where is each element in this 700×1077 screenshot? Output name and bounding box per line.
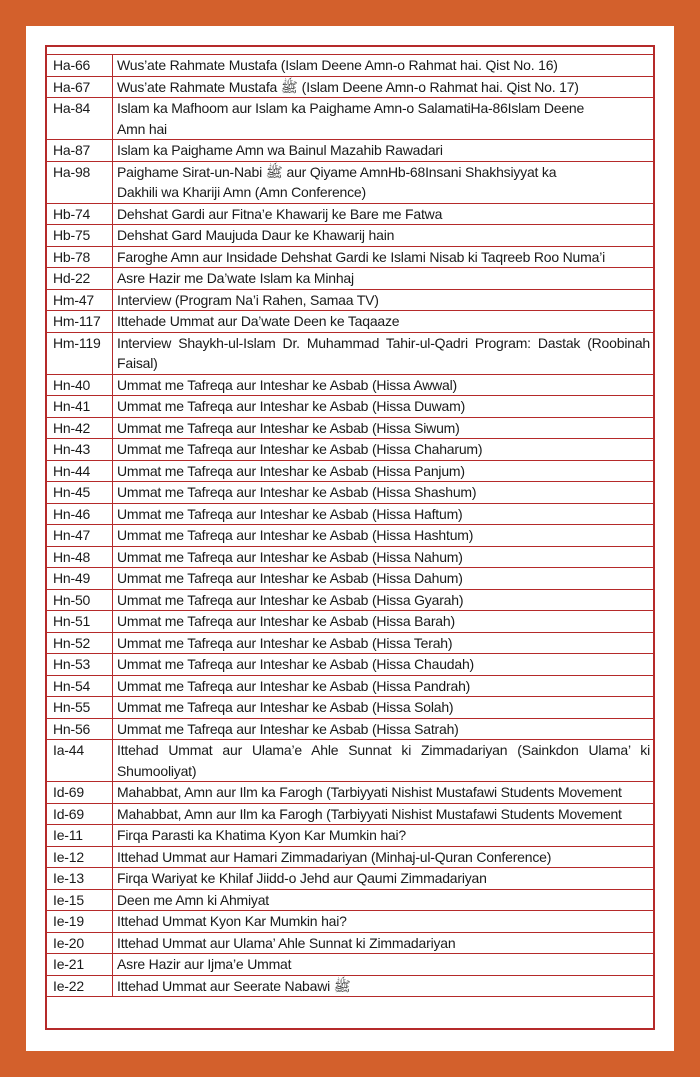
lecture-code: Ha-84 <box>46 98 113 119</box>
lecture-title: Paighame Sirat-un-Nabi ﷺ aur Qiyame AmnHb-68Insani Shakhsiyyat ka <box>113 161 655 182</box>
table-row <box>46 868 655 890</box>
lecture-code: Id-69 <box>46 803 113 825</box>
table-row <box>46 568 655 590</box>
lecture-title: Islam ka Mafhoom aur Islam ka Paighame Amn-o SalamatiHa-86Islam Deene <box>113 98 655 119</box>
lecture-title: Ummat me Tafreqa aur Inteshar ke Asbab (Hissa Barah) <box>113 611 655 633</box>
lecture-code: Hn-53 <box>46 654 113 676</box>
table-row <box>46 76 655 98</box>
table-row <box>46 140 655 162</box>
lecture-code: Ie-19 <box>46 911 113 933</box>
table-row <box>46 460 655 482</box>
lecture-code: Hn-44 <box>46 460 113 482</box>
lecture-code: Hm-47 <box>46 289 113 311</box>
table-row <box>46 289 655 311</box>
lecture-code: Hn-41 <box>46 396 113 418</box>
lecture-code: Ha-98 <box>46 161 113 182</box>
lecture-title: Ummat me Tafreqa aur Inteshar ke Asbab (Hissa Chaudah) <box>113 654 655 676</box>
lecture-title: Interview (Program Na’i Rahen, Samaa TV) <box>113 289 655 311</box>
lecture-title: Interview Shaykh-ul-Islam Dr. Muhammad Tahir-ul-Qadri Program: Dastak (Roobinah Faisal) <box>113 332 655 374</box>
lecture-code: Hn-43 <box>46 439 113 461</box>
table-row <box>46 846 655 868</box>
lecture-code: Ha-66 <box>46 55 113 77</box>
lecture-title: Dehshat Gard Maujuda Daur ke Khawarij hain <box>113 225 655 247</box>
table-row <box>46 374 655 396</box>
table-row <box>46 161 655 182</box>
catalog-body <box>46 55 655 997</box>
lecture-title: Wus’ate Rahmate Mustafa ﷺ (Islam Deene Amn-o Rahmat hai. Qist No. 17) <box>113 76 655 98</box>
lecture-code: Hn-49 <box>46 568 113 590</box>
lecture-title: Dehshat Gardi aur Fitna’e Khawarij ke Bare me Fatwa <box>113 203 655 225</box>
lecture-code: Hn-47 <box>46 525 113 547</box>
table-row <box>46 396 655 418</box>
lecture-title: Ummat me Tafreqa aur Inteshar ke Asbab (Hissa Shashum) <box>113 482 655 504</box>
lecture-code: Ie-20 <box>46 932 113 954</box>
lecture-code: Hn-56 <box>46 718 113 740</box>
table-row <box>46 825 655 847</box>
table-row <box>46 482 655 504</box>
table-row <box>46 654 655 676</box>
lecture-code: Hb-78 <box>46 246 113 268</box>
table-row <box>46 546 655 568</box>
lecture-code: Hn-51 <box>46 611 113 633</box>
lecture-title: Ittehad Ummat aur Ulama’e Ahle Sunnat ki Zimmadariyan (Sainkdon Ulama’ ki Shumooliyat) <box>113 740 655 782</box>
lecture-title: Ittehad Ummat aur Hamari Zimmadariyan (Minhaj-ul-Quran Conference) <box>113 846 655 868</box>
lecture-title: Ittehad Ummat aur Ulama’ Ahle Sunnat ki Zimmadariyan <box>113 932 655 954</box>
lecture-code: Hd-22 <box>46 268 113 290</box>
lecture-code: Ia-44 <box>46 740 113 782</box>
lecture-title: Ummat me Tafreqa aur Inteshar ke Asbab (Hissa Nahum) <box>113 546 655 568</box>
empty-code-cell <box>46 182 113 203</box>
lecture-code: Ie-13 <box>46 868 113 890</box>
lecture-title: Mahabbat, Amn aur Ilm ka Farogh (Tarbiyyati Nishist Mustafawi Students Movement <box>113 803 655 825</box>
table-row <box>46 439 655 461</box>
lecture-title: Faroghe Amn aur Insidade Dehshat Gardi ke Islami Nisab ki Taqreeb Roo Numa’i <box>113 246 655 268</box>
lecture-title: Mahabbat, Amn aur Ilm ka Farogh (Tarbiyyati Nishist Mustafawi Students Movement <box>113 782 655 804</box>
table-row <box>46 611 655 633</box>
lecture-code: Id-69 <box>46 782 113 804</box>
lecture-title: Ittehad Ummat aur Seerate Nabawi ﷺ <box>113 975 655 997</box>
table-row-continuation <box>46 119 655 140</box>
lecture-code: Hn-40 <box>46 374 113 396</box>
lecture-code: Hn-42 <box>46 417 113 439</box>
lecture-title: Islam ka Paighame Amn wa Bainul Mazahib Rawadari <box>113 140 655 162</box>
table-row <box>46 675 655 697</box>
table-row <box>46 525 655 547</box>
table-row <box>46 932 655 954</box>
lecture-title: Asre Hazir me Da’wate Islam ka Minhaj <box>113 268 655 290</box>
table-row <box>46 55 655 77</box>
table-row <box>46 98 655 119</box>
table-row <box>46 311 655 333</box>
lecture-title: Ummat me Tafreqa aur Inteshar ke Asbab (Hissa Solah) <box>113 697 655 719</box>
lecture-title: Firqa Parasti ka Khatima Kyon Kar Mumkin hai? <box>113 825 655 847</box>
table-row <box>46 718 655 740</box>
lecture-code: Hb-74 <box>46 203 113 225</box>
lecture-code: Ha-67 <box>46 76 113 98</box>
table-row-continuation <box>46 182 655 203</box>
lecture-code: Hn-50 <box>46 589 113 611</box>
lecture-title: Ummat me Tafreqa aur Inteshar ke Asbab (Hissa Awwal) <box>113 374 655 396</box>
table-row <box>46 203 655 225</box>
lecture-title: Ummat me Tafreqa aur Inteshar ke Asbab (Hissa Panjum) <box>113 460 655 482</box>
lecture-code: Ie-21 <box>46 954 113 976</box>
lecture-code: Ha-87 <box>46 140 113 162</box>
table-row <box>46 332 655 374</box>
lecture-code: Hn-54 <box>46 675 113 697</box>
lecture-code: Hn-45 <box>46 482 113 504</box>
table-row <box>46 740 655 782</box>
table-row <box>46 503 655 525</box>
lecture-code: Hb-75 <box>46 225 113 247</box>
table-row <box>46 268 655 290</box>
table-row <box>46 889 655 911</box>
lecture-title: Deen me Amn ki Ahmiyat <box>113 889 655 911</box>
lecture-title: Ittehade Ummat aur Da’wate Deen ke Taqaaze <box>113 311 655 333</box>
lecture-code: Ie-22 <box>46 975 113 997</box>
table-row <box>46 954 655 976</box>
lecture-title: Firqa Wariyat ke Khilaf Jiidd-o Jehd aur Qaumi Zimmadariyan <box>113 868 655 890</box>
table-row <box>46 225 655 247</box>
lecture-code: Hn-55 <box>46 697 113 719</box>
lecture-code: Ie-15 <box>46 889 113 911</box>
lecture-title: Ummat me Tafreqa aur Inteshar ke Asbab (Hissa Siwum) <box>113 417 655 439</box>
lecture-title: Ummat me Tafreqa aur Inteshar ke Asbab (Hissa Chaharum) <box>113 439 655 461</box>
table-row <box>46 417 655 439</box>
lecture-code: Hn-46 <box>46 503 113 525</box>
lecture-title: Ummat me Tafreqa aur Inteshar ke Asbab (Hissa Terah) <box>113 632 655 654</box>
table-row <box>46 911 655 933</box>
lecture-title-continuation: Dakhili wa Khariji Amn (Amn Conference) <box>113 182 655 203</box>
lecture-title: Ummat me Tafreqa aur Inteshar ke Asbab (Hissa Haftum) <box>113 503 655 525</box>
lecture-code: Ie-11 <box>46 825 113 847</box>
lecture-title: Ummat me Tafreqa aur Inteshar ke Asbab (Hissa Dahum) <box>113 568 655 590</box>
empty-code-cell <box>46 119 113 140</box>
lecture-code: Ie-12 <box>46 846 113 868</box>
lecture-title: Ummat me Tafreqa aur Inteshar ke Asbab (Hissa Duwam) <box>113 396 655 418</box>
lecture-title: Ummat me Tafreqa aur Inteshar ke Asbab (Hissa Satrah) <box>113 718 655 740</box>
lecture-code: Hn-52 <box>46 632 113 654</box>
lecture-title: Asre Hazir aur Ijma’e Ummat <box>113 954 655 976</box>
lecture-title: Wus’ate Rahmate Mustafa (Islam Deene Amn-o Rahmat hai. Qist No. 16) <box>113 55 655 77</box>
table-row <box>46 803 655 825</box>
lecture-code: Hm-117 <box>46 311 113 333</box>
lecture-title: Ummat me Tafreqa aur Inteshar ke Asbab (Hissa Hashtum) <box>113 525 655 547</box>
table-row <box>46 975 655 997</box>
catalog-table <box>45 54 655 997</box>
lecture-title: Ummat me Tafreqa aur Inteshar ke Asbab (Hissa Gyarah) <box>113 589 655 611</box>
lecture-code: Hm-119 <box>46 332 113 374</box>
lecture-title: Ittehad Ummat Kyon Kar Mumkin hai? <box>113 911 655 933</box>
table-row <box>46 632 655 654</box>
lecture-title: Ummat me Tafreqa aur Inteshar ke Asbab (Hissa Pandrah) <box>113 675 655 697</box>
lecture-code: Hn-48 <box>46 546 113 568</box>
table-row <box>46 697 655 719</box>
table-row <box>46 589 655 611</box>
table-row <box>46 246 655 268</box>
table-row <box>46 782 655 804</box>
lecture-title-continuation: Amn hai <box>113 119 655 140</box>
